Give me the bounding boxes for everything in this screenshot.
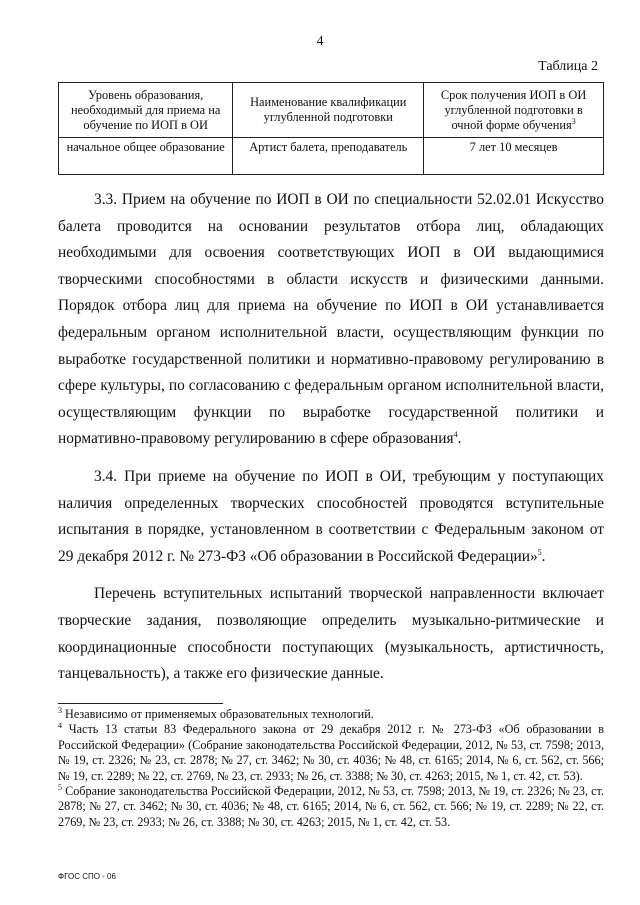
paragraph-3-3 bbox=[58, 187, 604, 453]
footnote-5 bbox=[58, 784, 604, 830]
paragraph-3-4-end: . bbox=[541, 547, 546, 565]
body-text bbox=[58, 187, 604, 699]
header-education-level: Уровень образования, необходимый для приема на обучение по ИОП в ОИ bbox=[59, 83, 233, 138]
footnote-3-text: Независимо от применяемых образовательных технологий. bbox=[62, 707, 374, 721]
document-code: ФГОС СПО - 06 bbox=[58, 872, 116, 881]
footnote-4-number: 4 bbox=[58, 721, 62, 731]
footnote-5-number: 5 bbox=[58, 782, 62, 792]
footnote-ref-3: 3 bbox=[571, 116, 576, 126]
footnotes bbox=[58, 707, 604, 830]
footnote-3-number: 3 bbox=[58, 705, 62, 715]
paragraph-3-3-text: 3.3. Прием на обучение по ИОП в ОИ по специальности 52.02.01 Искусство балета проводится на основании результатов отбора лиц, обладающих необходимыми для освоения соответствующих ИОП в ОИ выдающимися творческими способностями в области искусств и физическими данными. Порядок отбора лиц для приема на обучение по ИОП в ОИ устанавливается федеральным органом исполнительной власти, осуществляющим функции по выработке государственной политики и нормативно-правовому регулированию в сфере культуры, по согласованию с федеральным органом исполнительной власти, осуществляющим функции по выработке государственной политики и нормативно-правовому регулированию в сфере образования bbox=[58, 191, 604, 448]
paragraph-3-3-end: . bbox=[457, 430, 462, 448]
paragraph-exam-list: Перечень вступительных испытаний творческой направленности включает творческие задания, позволяющие определить музыкально-ритмические и координационные способности поступающих (музыкальность, артистичность, танцевальность), а также его физические данные. bbox=[58, 585, 604, 683]
header-duration-text: Срок получения ИОП в ОИ углубленной подготовки в очной форме обучения bbox=[440, 87, 587, 132]
header-duration bbox=[424, 83, 604, 138]
table-header-row bbox=[59, 83, 604, 138]
page-number: 4 bbox=[316, 34, 324, 49]
paragraph-3-4 bbox=[58, 464, 604, 570]
cell-qualification: Артист балета, преподаватель bbox=[233, 138, 424, 175]
footnote-4-text: Часть 13 статьи 83 Федерального закона от 29 декабря 2012 г. № 273-ФЗ «Об образовании в Российской Федерации» (Собрание законодательства Российской Федерации, 2012, № 53, ст. 7598; 2013, № 19, ст. 2326; № 23, ст. 2878; № 27, ст. 3462; № 30, ст. 4036; № 48, ст. 6165; 2014, № 6, ст. 562, ст. 566; № 19, ст. 2289; № 22, ст. 2769, № 23, ст. 2933; № 26, ст. 3388; № 30, ст. 4263; 2015, № 1, ст. 42, ст. 53). bbox=[58, 722, 604, 783]
footnote-3 bbox=[58, 707, 604, 722]
footnote-5-text: Собрание законодательства Российской Федерации, 2012, № 53, ст. 7598; 2013, № 19, ст. 2326; № 23, ст. 2878; № 27, ст. 3462; № 30, ст. 4036; № 48, ст. 6165; 2014, № 6, ст. 562, ст. 566; № 19, ст. 2289; № 22, ст. 2769, № 23, ст. 2933; № 26, ст. 3388; № 30, ст. 4263; 2015, № 1, ст. 42, ст. 53. bbox=[58, 784, 604, 829]
cell-duration: 7 лет 10 месяцев bbox=[424, 138, 604, 175]
footnote-4 bbox=[58, 722, 604, 784]
footnote-ref-5: 5 bbox=[537, 547, 542, 557]
table-caption: Таблица 2 bbox=[538, 59, 598, 74]
header-qualification: Наименование квалификации углубленной подготовки bbox=[233, 83, 424, 138]
footnote-divider bbox=[58, 703, 223, 704]
footnote-ref-4: 4 bbox=[453, 430, 458, 440]
table-row bbox=[59, 138, 604, 175]
cell-education-level: начальное общее образование bbox=[59, 138, 233, 175]
paragraph-3-4-text: 3.4. При приеме на обучение по ИОП в ОИ, требующим у поступающих наличия определенных творческих способностей проводятся вступительные испытания в порядке, установленном в соответствии с Федеральным законом от 29 декабря 2012 г. № 273-ФЗ «Об образовании в Российской Федерации» bbox=[58, 467, 604, 565]
qualification-table bbox=[58, 82, 604, 175]
